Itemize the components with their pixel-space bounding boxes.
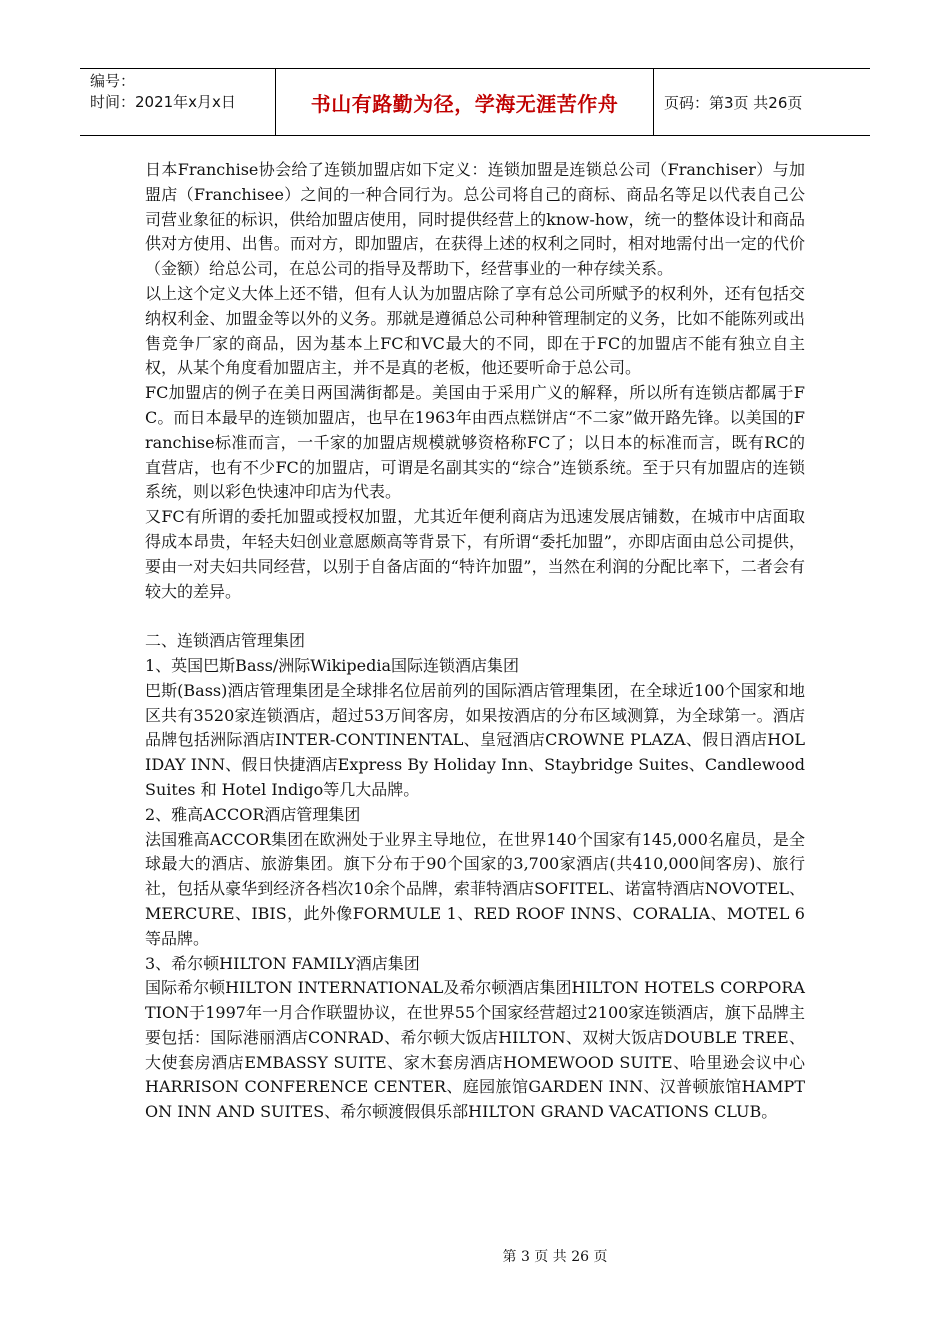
header-page-info: 页码：第3页 共26页	[664, 93, 803, 112]
paragraph: 又FC有所谓的委托加盟或授权加盟，尤其近年便利商店为迅速发展店铺数，在城市中店面取得成本昂贵，年轻夫妇创业意愿颇高等背景下，有所谓“委托加盟”，亦即店面由总公司提供，要由一对夫妇共同经营，以别于自备店面的“特许加盟”，当然在利润的分配比率下，二者会有较大的差异。	[145, 507, 805, 601]
paragraph: 国际希尔顿HILTON INTERNATIONAL及希尔顿酒店集团HILTON HOTELS CORPORATION于1997年一月合作联盟协议，在世界55个国家经营超过2100家连锁酒店，旗下品牌主要包括：国际港丽酒店CONRAD、希尔顿大饭店HILTON、双树大饭店DOUBLE TREE、大使套房酒店EMBASSY SUITE、家木套房酒店HOMEWOOD SUITE、哈里逊会议中心HARRISON CONFERENCE CENTER、庭园旅馆GARDEN INN、汉普顿旅馆HAMPTON INN AND SUITES、希尔顿渡假俱乐部HILTON GRAND VACATIONS CLUB。	[145, 978, 805, 1122]
section-heading: 二、连锁酒店管理集团	[145, 631, 306, 651]
paragraph: 法国雅高ACCOR集团在欧洲处于业界主导地位，在世界140个国家有145,000名雇员，是全球最大的酒店、旅游集团。旗下分布于90个国家的3,700家酒店(共410,000间客房)、旅行社，包括从豪华到经济各档次10余个品牌，索菲特酒店SOFITEL、诺富特酒店NOVOTEL、MERCURE、IBIS，此外像FORMULE 1、RED ROOF INNS、CORALIA、MOTEL 6等品牌。	[145, 829, 805, 948]
doc-number-label: 编号：	[90, 72, 136, 90]
header-meta	[80, 69, 276, 135]
paragraph: 巴斯(Bass)酒店管理集团是全球排名位居前列的国际酒店管理集团，在全球近100个国家和地区共有3520家连锁酒店，超过53万间客房，如果按酒店的分布区域测算，为全球第一。酒店品牌包括洲际酒店INTER-CONTINENTAL、皇冠酒店CROWNE PLAZA、假日酒店HOLIDAY INN、假日快捷酒店Express By Holiday Inn、Staybridge Suites、Candlewood Suites 和 Hotel Indigo等几大品牌。	[145, 680, 805, 799]
paragraph: 日本Franchise协会给了连锁加盟店如下定义：连锁加盟是连锁总公司（Franchiser）与加盟店（Franchisee）之间的一种合同行为。总公司将自己的商标、商品名等足以代表自己公司营业象征的标识，供给加盟店使用，同时提供经营上的know-how，统一的整体设计和商品供对方使用、出售。而对方，即加盟店，在获得上述的权利之同时，相对地需付出一定的代价（金额）给总公司，在总公司的指导及帮助下，经营事业的一种存续关系。	[145, 160, 805, 279]
header-motto: 书山有路勤为径，学海无涯苦作舟	[276, 69, 654, 135]
time-label: 时间：2021年x月x日	[90, 93, 236, 111]
footer-page-number: 第 3 页 共 26 页	[502, 1249, 608, 1265]
page-header	[80, 68, 870, 136]
document-body	[145, 158, 805, 1125]
paragraph: 以上这个定义大体上还不错，但有人认为加盟店除了享有总公司所赋予的权利外，还有包括交纳权利金、加盟金等以外的义务。那就是遵循总公司种种管理制定的义务，比如不能陈列或出售竞争厂家的商品，因为基本上FC和VC最大的不同，即在于FC的加盟店不能有独立自主权，从某个角度看加盟店主，并不是真的老板，他还要听命于总公司。	[145, 283, 805, 378]
subheading: 3、希尔顿HILTON FAMILY酒店集团	[145, 953, 420, 973]
subheading: 2、雅高ACCOR酒店管理集团	[145, 804, 361, 824]
page-footer	[0, 1246, 950, 1266]
subheading: 1、英国巴斯Bass/洲际Wikipedia国际连锁酒店集团	[145, 655, 519, 675]
blank-line	[145, 604, 805, 629]
paragraph: FC加盟店的例子在美日两国满街都是。美国由于采用广义的解释，所以所有连锁店都属于FC。而日本最早的连锁加盟店，也早在1963年由西点糕饼店“不二家”做开路先锋。以美国的Franchise标准而言，一千家的加盟店规模就够资格称FC了；以日本的标准而言，既有RC的直营店，也有不少FC的加盟店，可谓是名副其实的“综合”连锁系统。至于只有加盟店的连锁系统，则以彩色快速冲印店为代表。	[145, 383, 805, 502]
